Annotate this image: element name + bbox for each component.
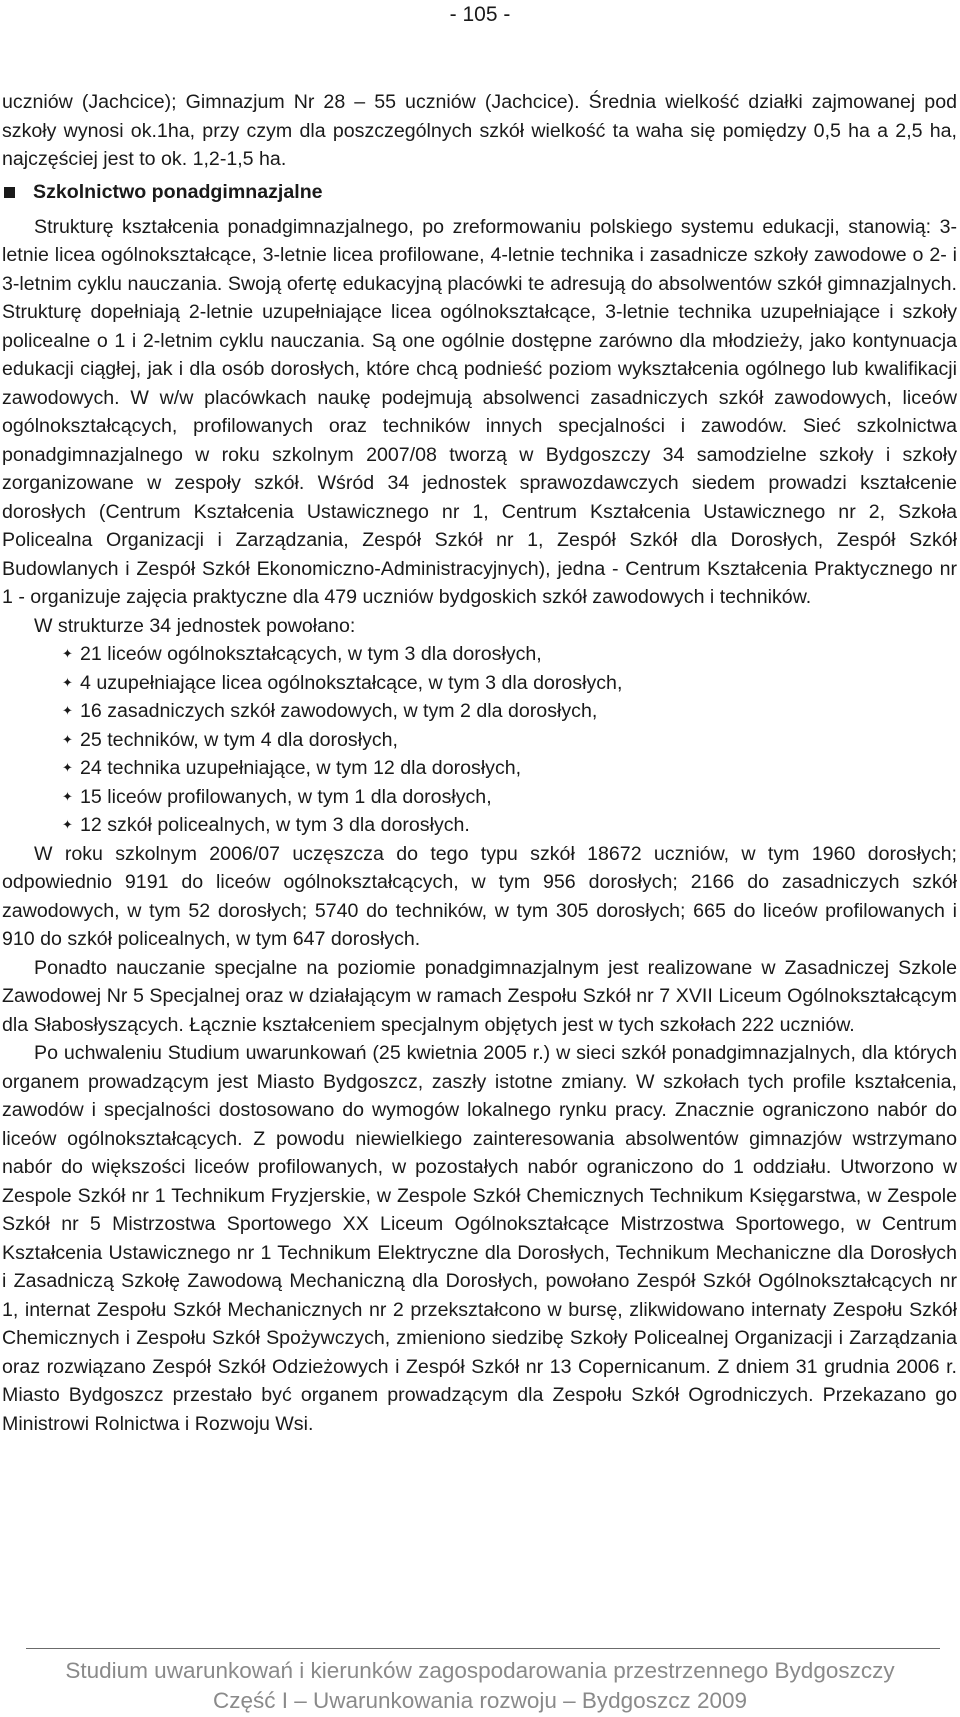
list-intro: W strukturze 34 jednostek powołano:: [34, 614, 356, 637]
intro-paragraph: uczniów (Jachcice); Gimnazjum Nr 28 – 55 uczniów (Jachcice). Średnia wielkość działki zajmowanej pod szkoły wynosi ok.1ha, przy czym dla poszczególnych szkół wielkość ta waha się pomiędzy 0,5 ha a 2,5 ha, najczęściej jest to ok. 1,2-1,5 ha.: [2, 91, 957, 170]
page-footer: [0, 1656, 960, 1716]
list-item: ✦ 15 liceów profilowanych, w tym 1 dla dorosłych,: [62, 783, 957, 812]
body-paragraph-2: W roku szkolnym 2006/07 uczęszcza do tego typu szkół 18672 uczniów, w tym 1960 dorosłych; odpowiednio 9191 do liceów ogólnokształcących, w tym 956 dorosłych; 2166 do zasadniczych szkół zawodowych, w tym 52 dorosłych; 5740 do techników, w tym 305 dorosłych; 665 do liceów profilowanych i 910 do szkół policealnych, w tym 647 dorosłych.: [2, 842, 957, 950]
list-item: ✦ 25 techników, w tym 4 dla dorosłych,: [62, 726, 957, 755]
list-item: ✦ 24 technika uzupełniające, w tym 12 dla dorosłych,: [62, 754, 957, 783]
diamond-bullet-icon: ✦: [62, 817, 73, 832]
document-body: [2, 88, 957, 1438]
page-number: - 105 -: [449, 3, 511, 26]
list-item: ✦ 21 liceów ogólnokształcących, w tym 3 dla dorosłych,: [62, 640, 957, 669]
body-paragraph-4: Po uchwaleniu Studium uwarunkowań (25 kwietnia 2005 r.) w sieci szkół ponadgimnazjalnych, dla których organem prowadzącym jest Miasto Bydgoszcz, zaszły istotne zmiany. W szkołach tych profile kształcenia, zawodów i specjalności dostosowano do wymogów lokalnego rynku pracy. Znacznie ograniczono nabór do liceów ogólnokształcących. Z powodu niewielkiego zainteresowania absolwentów gimnazjów wstrzymano nabór do większości liceów profilowanych, w pozostałych nabór ograniczono do 1 oddziału. Utworzono w Zespole Szkół nr 1 Technikum Fryzjerskie, w Zespole Szkół Chemicznych Technikum Księgarstwa, w Zespole Szkół nr 5 Mistrzostwa Sportowego XX Liceum Ogólnokształcące Mistrzostwa Sportowego, w Centrum Kształcenia Ustawicznego nr 1 Technikum Elektryczne dla Dorosłych, Technikum Mechaniczne dla Dorosłych i Zasadniczą Szkołę Zawodową Mechaniczną dla Dorosłych, powołano Zespół Szkół Ogólnokształcących nr 1, internat Zespołu Szkół Mechanicznych nr 2 przekształcono w bursę, zlikwidowano internaty Zespołu Szkół Chemicznych i Zespołu Szkół Spożywczych, zmieniono siedzibę Szkoły Policealnej Organizacji i Zarządzania oraz rozwiązano Zespół Szkół Odzieżowych i Zespół Szkół nr 13 Copernicanum. Z dniem 31 grudnia 2006 r. Miasto Bydgoszcz przestało być organem prowadzącym dla Zespołu Szkół Ogrodniczych. Przekazano go Ministrowi Rolnictwa i Rozwoju Wsi.: [2, 1042, 957, 1435]
diamond-bullet-icon: ✦: [62, 674, 73, 690]
footer-line-2: Część I – Uwarunkowania rozwoju – Bydgoszcz 2009: [212, 1688, 747, 1713]
body-paragraph-3: Ponadto nauczanie specjalne na poziomie ponadgimnazjalnym jest realizowane w Zasadniczej Szkole Zawodowej Nr 5 Specjalnej oraz w działającym w ramach Zespołu Szkół nr 7 XVII Liceum Ogólnokształcącym dla Słabosłyszących. Łącznie kształceniem specjalnym objętych jest w tych szkołach 222 uczniów.: [2, 956, 957, 1036]
square-bullet-icon: [4, 187, 15, 198]
section-heading-text: Szkolnictwo ponadgimnazjalne: [33, 181, 323, 204]
footer-divider: [26, 1648, 940, 1649]
list-item: ✦ 12 szkół policealnych, w tym 3 dla dorosłych.: [62, 811, 957, 840]
list-item: ✦ 16 zasadniczych szkół zawodowych, w tym 2 dla dorosłych,: [62, 697, 957, 726]
body-paragraph-1: Strukturę kształcenia ponadgimnazjalnego, po zreformowaniu polskiego systemu edukacji, stanowią: 3-letnie licea ogólnokształcące, 3-letnie licea profilowane, 4-letnie technika i zasadnicze szkoły zawodowe o 2- i 3-letnim cyklu nauczania. Swoją ofertę edukacyjną placówki te adresują do absolwentów szkół gimnazjalnych. Strukturę dopełniają 2-letnie uzupełniające licea ogólnokształcące, 3-letnie technika uzupełniające i szkoły policealne o 1 i 2-letnim cyklu nauczania. Są one ogólnie dostępne zarówno dla młodzieży, jako kontynuacja edukacji ciągłej, jak i dla osób dorosłych, które chcą podnieść poziom wykształcenia ogólnego lub kwalifikacji zawodowych. W w/w placówkach naukę podejmują absolwenci zasadniczych szkół zawodowych, liceów ogólnokształcących, profilowanych oraz techników innych specjalności i zawodów. Sieć szkolnictwa ponadgimnazjalnego w roku szkolnym 2007/08 tworzą w Bydgoszczy 34 samodzielne szkoły i szkoły zorganizowane w zespoły szkół. Wśród 34 jednostek sprawozdawczych siedem prowadzi kształcenie dorosłych (Centrum Kształcenia Ustawicznego nr 1, Centrum Kształcenia Ustawicznego nr 2, Szkoła Policealna Organizacji i Zarządzania, Zespół Szkół nr 1, Zespół Szkół dla Dorosłych, Zespół Szkół Budowlanych i Zespół Szkół Ekonomiczno-Administracyjnych), jedna - Centrum Kształcenia Praktycznego nr 1 - organizuje zajęcia praktyczne dla 479 uczniów bydgoskich szkół zawodowych i techników.: [2, 215, 957, 608]
diamond-bullet-icon: ✦: [62, 646, 73, 661]
section-heading: [2, 177, 957, 209]
institution-list: [2, 640, 957, 840]
diamond-bullet-icon: ✦: [62, 788, 73, 804]
diamond-bullet-icon: ✦: [62, 703, 73, 718]
list-item: ✦ 4 uzupełniające licea ogólnokształcące, w tym 3 dla dorosłych,: [62, 669, 957, 698]
diamond-bullet-icon: ✦: [62, 731, 73, 747]
footer-line-1: Studium uwarunkowań i kierunków zagospodarowania przestrzennego Bydgoszczy: [65, 1658, 895, 1683]
diamond-bullet-icon: ✦: [62, 760, 73, 775]
